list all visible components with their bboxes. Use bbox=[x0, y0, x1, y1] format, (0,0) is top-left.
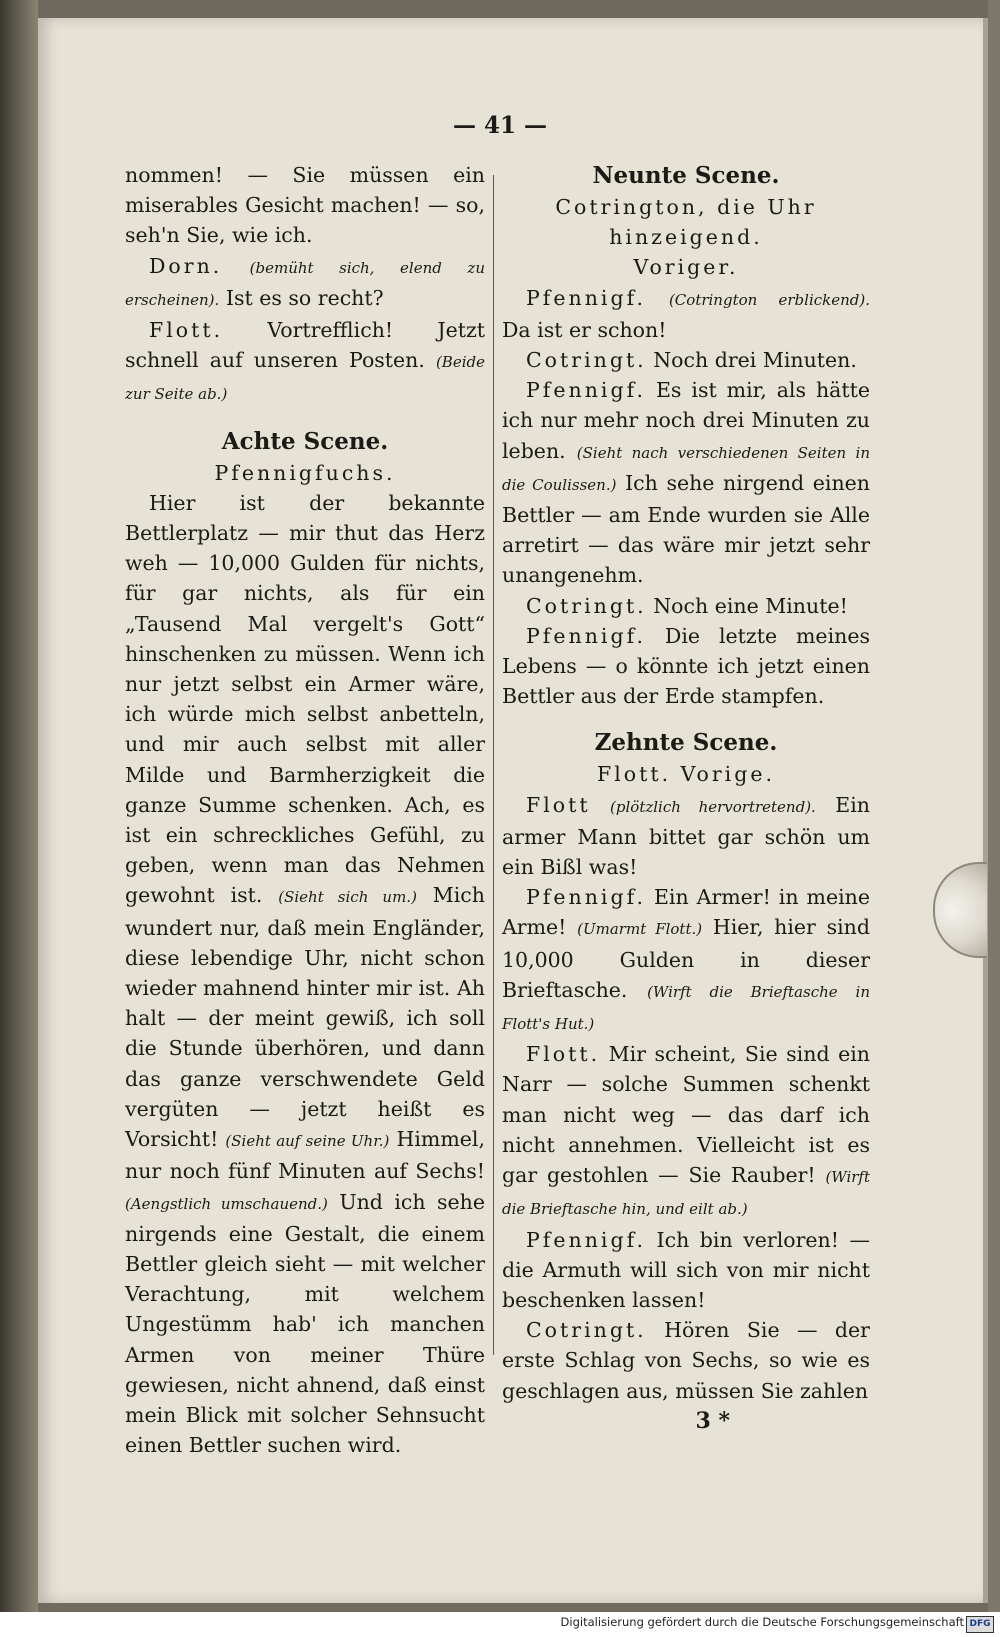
dialogue-text: Noch drei Minuten. bbox=[653, 348, 857, 373]
dfg-logo: DFG bbox=[966, 1616, 994, 1633]
paragraph bbox=[502, 591, 870, 621]
dialogue-text: Da ist er schon! bbox=[502, 317, 667, 342]
dialogue-text: Vortrefflich! Jetzt schnell auf unseren Posten. bbox=[125, 318, 485, 373]
footer-credit: Digitalisierung gefördert durch die Deutsche Forschungsgemeinschaft bbox=[560, 1615, 964, 1629]
paragraph bbox=[125, 315, 485, 410]
dialogue-text: Es ist mir, als hätte ich nur mehr noch drei Minuten zu leben. bbox=[502, 378, 870, 463]
stage-direction: (Beide zur Seite ab.) bbox=[125, 353, 485, 404]
column-divider bbox=[493, 175, 494, 1355]
scene-title: Achte Scene. bbox=[221, 427, 389, 455]
stage-direction: (Sieht sich um.) bbox=[278, 888, 417, 907]
right-column bbox=[502, 160, 870, 1436]
book-gutter bbox=[0, 0, 38, 1637]
stage-direction: (plötzlich hervortretend). bbox=[610, 797, 816, 816]
paragraph bbox=[125, 488, 485, 1461]
stage-direction: (Wirft die Brieftasche in Flott's Hut.) bbox=[502, 982, 870, 1034]
dialogue-text: Ich sehe nirgend einen Bettler — am Ende wurden sie Alle arretirt — das wäre mir jetzt sehr unangenehm. bbox=[502, 470, 870, 588]
paragraph bbox=[502, 1315, 870, 1406]
speaker-name: Cotringt. bbox=[526, 1318, 647, 1343]
stage-direction: (Sieht nach verschiedenen Seiten in die Coulissen.) bbox=[502, 443, 870, 494]
dialogue-text: Hören Sie — der erste Schlag von Sechs, so wie es geschlagen aus, müssen Sie zahlen bbox=[502, 1318, 870, 1403]
paragraph bbox=[502, 790, 870, 883]
stage-direction: (bemüht sich, elend zu erscheinen). bbox=[125, 258, 485, 309]
paragraph bbox=[125, 251, 485, 315]
speaker-name: Pfennigf. bbox=[526, 885, 646, 910]
scene-characters: Cotrington, die Uhr hinzeigend. bbox=[555, 195, 817, 250]
page-edge bbox=[988, 0, 1000, 1637]
dialogue-text: Hier, hier sind 10,000 Gulden in dieser Brieftasche. bbox=[502, 915, 870, 1002]
scene-title: Zehnte Scene. bbox=[594, 729, 778, 757]
stage-direction: (Wirft die Brieftasche hin, und eilt ab.) bbox=[502, 1168, 870, 1219]
paragraph: nommen! — Sie müssen ein miserables Gesicht machen! — so, seh'n Sie, wie ich. bbox=[125, 163, 485, 248]
scene-title: Neunte Scene. bbox=[592, 162, 780, 189]
dialogue-text: Mir scheint, Sie sind ein Narr — solche Summen schenkt man nicht weg — das darf ich nicht annehmen. Vielleicht ist es gar gestohlen — Sie Rauber! bbox=[502, 1042, 870, 1188]
dialogue-text: Die letzte meines Lebens — o könnte ich jetzt einen Bettler aus der Erde stampfen. bbox=[502, 623, 870, 709]
paragraph bbox=[502, 1225, 870, 1316]
speaker-name: Cotringt. bbox=[526, 593, 647, 618]
left-column bbox=[125, 160, 485, 1460]
dialogue-text: Himmel, nur noch fünf Minuten auf Sechs! bbox=[125, 1127, 485, 1184]
stage-direction: (Aengstlich umschauend.) bbox=[125, 1194, 328, 1213]
dialogue-text: Ist es so recht? bbox=[225, 285, 384, 310]
speaker-name: Flott. bbox=[149, 318, 224, 343]
paragraph bbox=[502, 283, 870, 345]
dialogue-text: Noch eine Minute! bbox=[653, 593, 848, 618]
dialogue-text: Hier ist der bekannte Bettlerplatz — mir thut das Herz weh — 10,000 Gulden für nichts, für gar nichts, als für ein „Tausend Mal vergelt's Gott“ hinschenken zu müssen. Wenn ich nur jetzt selbst ein Armer wäre, ich würde mich selbst anbetteln, und mir auch selbst mit aller Milde und Barmherzigkeit die ganze Summe schenken. Ach, es ist ein schreckliches Gefühl, zu geben, wenn man das Nehmen gewohnt ist. bbox=[125, 490, 485, 908]
paragraph bbox=[502, 375, 870, 590]
scene-characters: Flott. Vorige. bbox=[596, 762, 776, 787]
paragraph bbox=[502, 621, 870, 712]
dialogue-text: Ein Armer! in meine Arme! bbox=[502, 885, 870, 940]
scene-characters: Pfennigfuchs. bbox=[214, 460, 396, 485]
scene-characters: Voriger. bbox=[633, 255, 739, 280]
paragraph bbox=[502, 1039, 870, 1224]
speaker-name: Pfennigf. bbox=[526, 1227, 646, 1252]
dialogue-text: Mich wundert nur, daß mein Engländer, diese lebendige Uhr, nicht schon wieder mahnend hinter mir ist. Ah halt — der meint gewiß, ich soll die Stunde überhören, und dann das ganze verschwendete Geld vergüten — jetzt heißt es Vorsicht! bbox=[125, 883, 485, 1152]
page-number: — 41 — bbox=[452, 112, 548, 139]
speaker-name: Cotringt. bbox=[526, 348, 647, 373]
speaker-name: Flott bbox=[526, 792, 591, 817]
signature-mark: 3 * bbox=[695, 1407, 730, 1434]
speaker-name: Dorn. bbox=[149, 253, 223, 278]
speaker-name: Flott. bbox=[526, 1042, 601, 1067]
paragraph bbox=[502, 345, 870, 375]
paragraph bbox=[502, 882, 870, 1039]
dialogue-text: Ein armer Mann bittet gar schön um ein Bißl was! bbox=[502, 792, 870, 880]
speaker-name: Pfennigf. bbox=[526, 378, 646, 403]
speaker-name: Pfennigf. bbox=[526, 285, 646, 310]
dialogue-text: Und ich sehe nirgends eine Gestalt, die einem Bettler gleich sieht — mit welcher Verachtung, mit welchem Ungestümm hab' ich manchen Armen von meiner Thüre gewiesen, nicht ahnend, daß einst mein Blick mit solcher Sehnsucht einen Bettler suchen wird. bbox=[125, 1189, 485, 1458]
speaker-name: Pfennigf. bbox=[526, 623, 646, 648]
dialogue-text: Ich bin verloren! — die Armuth will sich von mir nicht beschenken lassen! bbox=[502, 1227, 870, 1312]
stage-direction: (Umarmt Flott.) bbox=[577, 920, 703, 939]
stage-direction: (Cotrington erblickend). bbox=[668, 290, 870, 309]
stage-direction: (Sieht auf seine Uhr.) bbox=[225, 1132, 390, 1151]
